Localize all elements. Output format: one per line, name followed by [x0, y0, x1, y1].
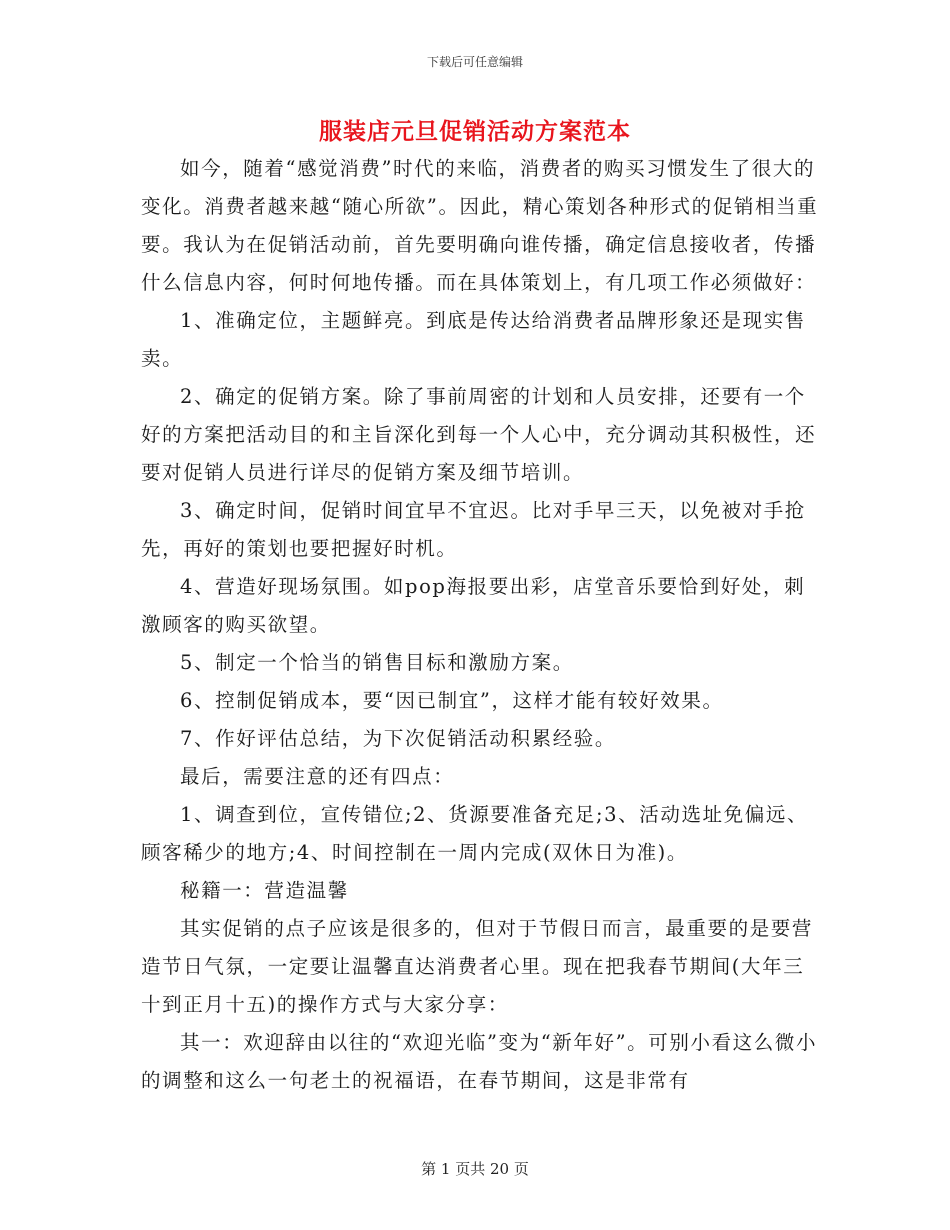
paragraph: 2、确定的促销方案。除了事前周密的计划和人员安排，还要有一个好的方案把活动目的和主旨深化到每一个人心中，充分调动其积极性，还要对促销人员进行详尽的促销方案及细节培训。 [141, 385, 817, 484]
document-title: 服装店元旦促销活动方案范本 [319, 119, 631, 145]
document-body [141, 150, 821, 1100]
paragraph: 7、作好评估总结，为下次促销活动积累经验。 [180, 727, 617, 750]
paragraph: 1、准确定位，主题鲜亮。到底是传达给消费者品牌形象还是现实售卖。 [141, 309, 806, 370]
paragraph: 5、制定一个恰当的销售目标和激励方案。 [180, 651, 574, 674]
page-header: 下载后可任意编辑 [426, 55, 523, 69]
paragraph: 最后，需要注意的还有四点： [180, 765, 455, 788]
paragraph: 1、调查到位，宣传错位;2、货源要准备充足;3、活动选址免偏远、顾客稀少的地方;4、时间控制在一周内完成(双休日为准)。 [141, 803, 809, 864]
paragraph: 4、营造好现场氛围。如pop海报要出彩，店堂音乐要恰到好处，刺激顾客的购买欲望。 [141, 575, 806, 636]
paragraph: 其实促销的点子应该是很多的，但对于节假日而言，最重要的是要营造节日气氛，一定要让温馨直达消费者心里。现在把我春节期间(大年三十到正月十五)的操作方式与大家分享： [141, 917, 814, 1016]
paragraph: 6、控制促销成本，要“因已制宜”，这样才能有较好效果。 [180, 689, 724, 712]
paragraph: 3、确定时间，促销时间宜早不宜迟。比对手早三天，以免被对手抢先，再好的策划也要把握好时机。 [141, 499, 806, 560]
paragraph: 如今，随着“感觉消费”时代的来临，消费者的购买习惯发生了很大的变化。消费者越来越“随心所欲”。因此，精心策划各种形式的促销相当重要。我认为在促销活动前，首先要明确向谁传播，确定信息接收者，传播什么信息内容，何时何地传播。而在具体策划上，有几项工作必须做好： [141, 157, 819, 294]
page-footer: 第 1 页共 20 页 [421, 1160, 529, 1178]
section-heading: 秘籍一：营造温馨 [180, 879, 349, 902]
paragraph: 其一：欢迎辞由以往的“欢迎光临”变为“新年好”。可别小看这么微小的调整和这么一句老土的祝福语，在春节期间，这是非常有 [141, 1031, 818, 1092]
